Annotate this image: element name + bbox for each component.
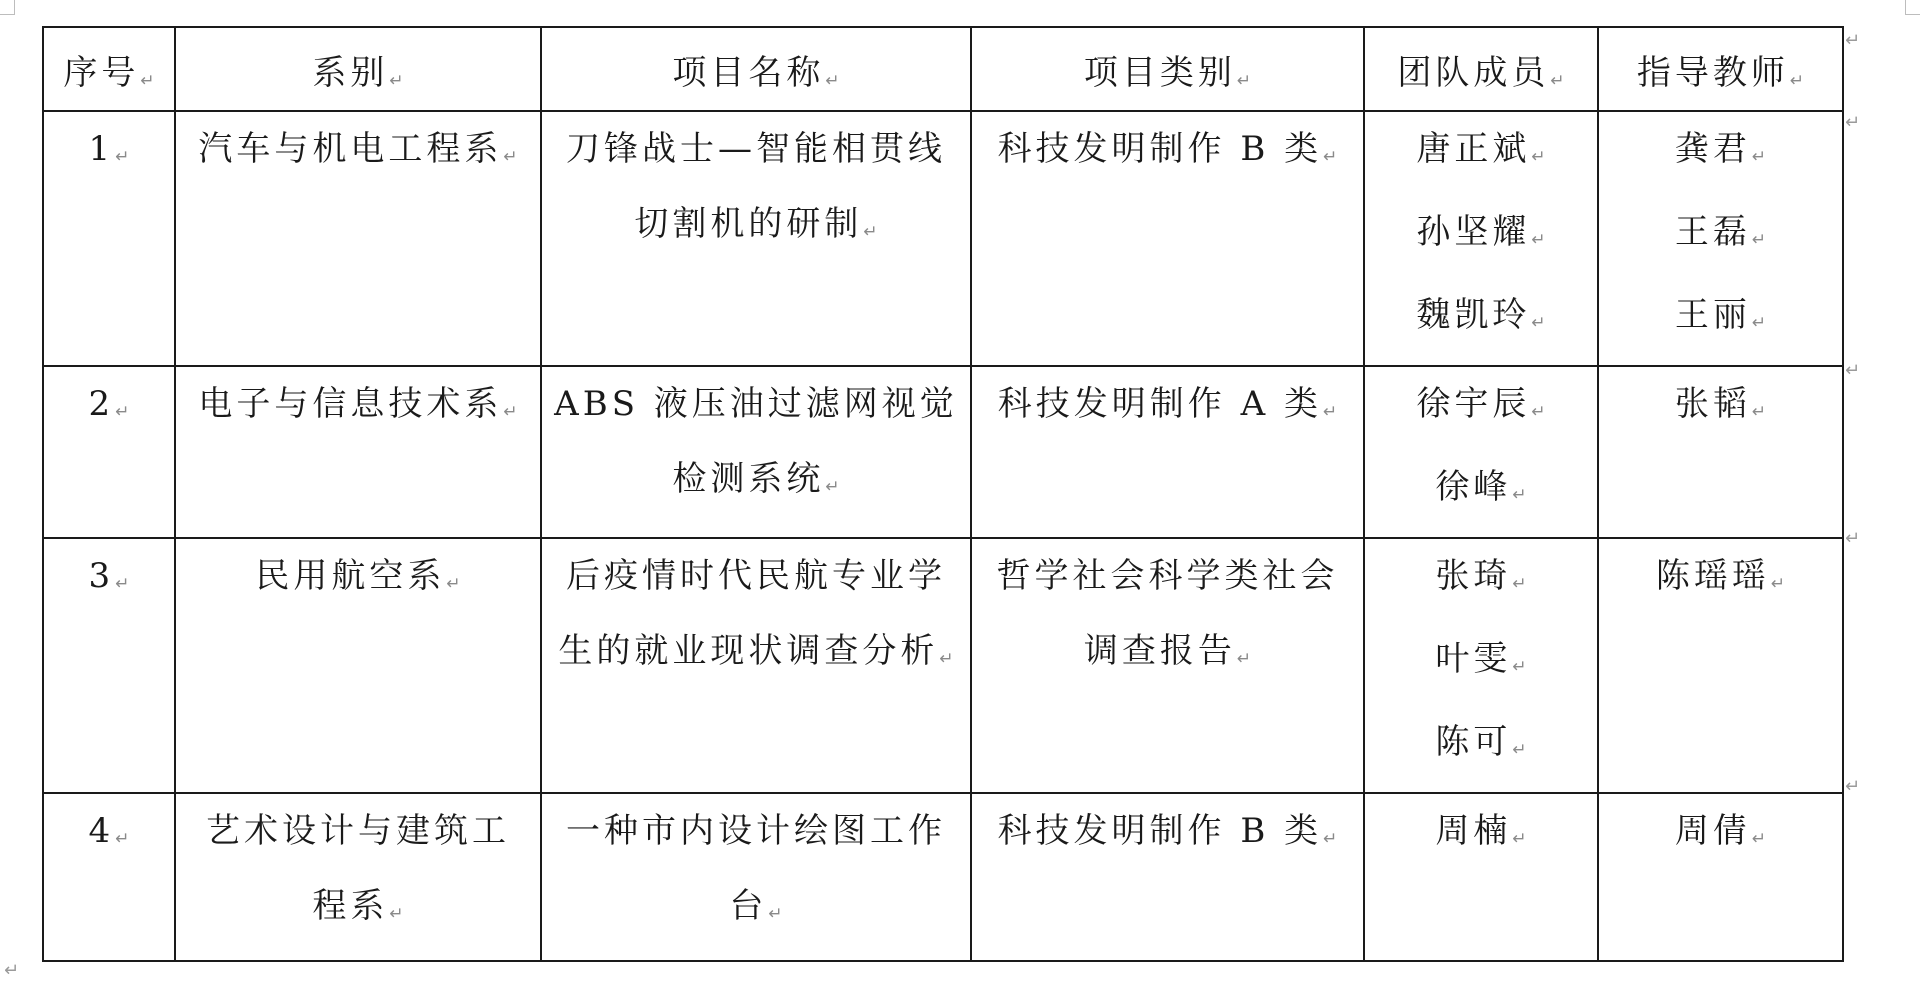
cell-line: 检测系统↵ <box>672 459 840 499</box>
cell-department <box>175 793 541 961</box>
cell-members <box>1364 366 1598 538</box>
cell-line: 魏凯玲↵ <box>1416 295 1546 335</box>
project-table <box>42 26 1844 962</box>
cell-department <box>175 111 541 366</box>
page-corner-mark-top-right <box>1905 0 1920 15</box>
cell-line: 王磊↵ <box>1674 212 1767 252</box>
cell-line: 孙坚耀↵ <box>1416 212 1546 252</box>
cell-members <box>1364 111 1598 366</box>
cell-line: 刀锋战士—智能相贯线 <box>566 129 946 169</box>
cell-line: 叶雯↵ <box>1435 639 1527 679</box>
cell-project-name <box>541 538 971 793</box>
row-end-mark: ↵ <box>1845 360 1861 381</box>
header-project-name: 项目名称↵ <box>541 27 971 111</box>
cell-line: 调查报告↵ <box>1083 631 1252 671</box>
page-corner-mark-top-left <box>0 0 15 15</box>
cell-line: 徐峰↵ <box>1435 467 1527 507</box>
cell-advisors <box>1598 366 1843 538</box>
cell-line: 艺术设计与建筑工 <box>206 811 510 851</box>
cell-advisors <box>1598 538 1843 793</box>
row-end-mark: ↵ <box>1845 30 1861 51</box>
cell-line: 周楠↵ <box>1435 811 1527 851</box>
cell-line: 切割机的研制↵ <box>634 204 878 244</box>
header-advisors: 指导教师↵ <box>1598 27 1843 111</box>
cell-project-name <box>541 366 971 538</box>
cell-line: 唐正斌↵ <box>1416 129 1546 169</box>
cell-department <box>175 366 541 538</box>
cell-category <box>971 538 1364 793</box>
header-category: 项目类别↵ <box>971 27 1364 111</box>
cell-line: 民用航空系↵ <box>255 556 461 596</box>
table-row <box>43 793 1843 961</box>
cell-line: 陈瑶瑶↵ <box>1655 556 1786 596</box>
cell-line: 徐宇辰↵ <box>1416 384 1546 424</box>
cell-line: 周倩↵ <box>1674 811 1767 851</box>
row-end-mark: ↵ <box>1845 776 1861 797</box>
row-end-mark: ↵ <box>1845 528 1861 549</box>
cell-department <box>175 538 541 793</box>
cell-line: 张琦↵ <box>1435 556 1527 596</box>
cell-line: 汽车与机电工程系↵ <box>198 129 518 169</box>
header-index: 序号↵ <box>43 27 175 111</box>
cell-line: 台↵ <box>729 886 783 926</box>
cell-line: 龚君↵ <box>1674 129 1767 169</box>
table-row <box>43 111 1843 366</box>
cell-project-name <box>541 793 971 961</box>
cell-line: ABS 液压油过滤网视觉 <box>554 384 958 424</box>
cell-line: 科技发明制作 B 类↵ <box>997 811 1338 851</box>
cell-line: 4↵ <box>88 811 130 851</box>
table-header-row <box>43 27 1843 111</box>
cell-line: 王丽↵ <box>1674 295 1767 335</box>
cell-members <box>1364 793 1598 961</box>
cell-project-name <box>541 111 971 366</box>
cell-line: 2↵ <box>88 384 130 424</box>
cell-line: 一种市内设计绘图工作 <box>566 811 946 851</box>
cell-line: 生的就业现状调查分析↵ <box>558 631 954 671</box>
cell-index <box>43 538 175 793</box>
cell-line: 3↵ <box>88 556 130 596</box>
cell-members <box>1364 538 1598 793</box>
cell-line: 电子与信息技术系↵ <box>198 384 518 424</box>
cell-category <box>971 111 1364 366</box>
cell-advisors <box>1598 111 1843 366</box>
cell-advisors <box>1598 793 1843 961</box>
document-end-mark: ↵ <box>4 960 20 981</box>
table-row <box>43 538 1843 793</box>
cell-line: 哲学社会科学类社会 <box>996 556 1339 596</box>
header-department: 系别↵ <box>175 27 541 111</box>
cell-line: 科技发明制作 A 类↵ <box>997 384 1338 424</box>
cell-index <box>43 793 175 961</box>
cell-line: 陈可↵ <box>1435 722 1527 762</box>
cell-line: 科技发明制作 B 类↵ <box>997 129 1338 169</box>
cell-line: 后疫情时代民航专业学 <box>566 556 946 596</box>
cell-line: 张韬↵ <box>1674 384 1767 424</box>
cell-category <box>971 366 1364 538</box>
header-members: 团队成员↵ <box>1364 27 1598 111</box>
row-end-mark: ↵ <box>1845 112 1861 133</box>
cell-index <box>43 111 175 366</box>
cell-line: 程系↵ <box>312 886 404 926</box>
table-row <box>43 366 1843 538</box>
cell-index <box>43 366 175 538</box>
cell-line: 1↵ <box>88 129 130 169</box>
cell-category <box>971 793 1364 961</box>
